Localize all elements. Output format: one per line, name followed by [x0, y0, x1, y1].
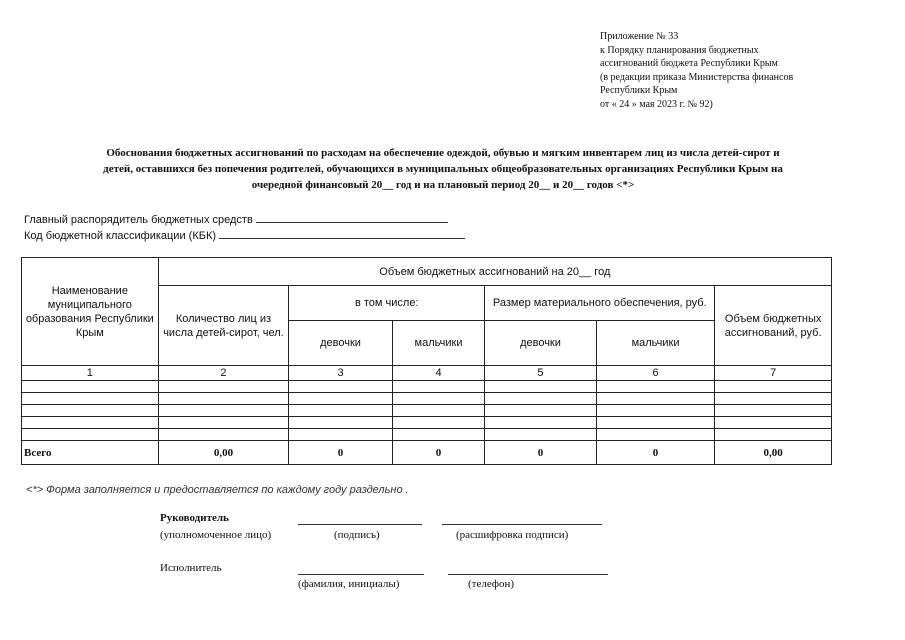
table-cell[interactable] [715, 405, 832, 417]
total-label: Всего [22, 441, 159, 465]
appendix-line: Приложение № 33 [600, 31, 679, 42]
decoding-caption: (расшифровка подписи) [456, 529, 569, 541]
title-line: детей, оставшихся без попечения родителей, обучающихся в муниципальных общеобразовательных организациях Республики Крым на [103, 163, 783, 175]
table-row [22, 381, 832, 393]
appendix-line: к Порядку планирования бюджетных [600, 44, 759, 56]
including-header: в том числе: [289, 286, 485, 321]
appendix-line: ассигнований бюджета Республики Крым [600, 58, 778, 69]
header-fields [24, 212, 465, 244]
table-cell[interactable] [596, 405, 715, 417]
table-cell[interactable] [596, 393, 715, 405]
budget-table [21, 257, 832, 465]
table-cell[interactable] [158, 393, 289, 405]
kbk-label: Код бюджетной классификации (КБК) [24, 230, 217, 242]
signature-caption: (подпись) [334, 529, 380, 541]
manager-blank[interactable] [256, 212, 448, 223]
table-cell[interactable] [289, 405, 393, 417]
group-header: Объем бюджетных ассигнований на 20__ год [158, 258, 831, 286]
head-label: Руководитель [160, 512, 229, 524]
table-cell[interactable] [715, 417, 832, 429]
table-cell[interactable] [289, 429, 393, 441]
kbk-blank[interactable] [219, 228, 465, 239]
total-value: 0 [485, 441, 597, 465]
manager-label: Главный распорядитель бюджетных средств [24, 214, 253, 226]
name-line[interactable] [298, 574, 424, 575]
table-cell[interactable] [22, 381, 159, 393]
total-value: 0 [289, 441, 393, 465]
column-number: 7 [715, 366, 832, 381]
table-cell[interactable] [392, 381, 484, 393]
total-value: 0,00 [715, 441, 832, 465]
total-row [22, 441, 832, 465]
appendix-line: от « 24 » мая 2023 г. № 92) [600, 98, 713, 110]
signature-line[interactable] [298, 524, 422, 525]
phone-line[interactable] [448, 574, 608, 575]
table-cell[interactable] [392, 393, 484, 405]
table-cell[interactable] [158, 405, 289, 417]
title-line: очередной финансовый 20__ год и на плановый период 20__ и 20__ годов <*> [251, 179, 635, 191]
manager-field-row [24, 212, 465, 228]
table-cell[interactable] [485, 405, 597, 417]
footnote: <*> Форма заполняется и предоставляется по каждому году раздельно . [26, 484, 409, 496]
table-cell[interactable] [289, 393, 393, 405]
table-cell[interactable] [392, 417, 484, 429]
kbk-field-row [24, 228, 465, 244]
table-cell[interactable] [596, 417, 715, 429]
column-number: 5 [485, 366, 597, 381]
table-cell[interactable] [596, 381, 715, 393]
appendix-line: Республики Крым [600, 85, 678, 96]
table-cell[interactable] [485, 393, 597, 405]
table-cell[interactable] [485, 381, 597, 393]
table-cell[interactable] [22, 429, 159, 441]
table-cell[interactable] [22, 405, 159, 417]
name-caption: (фамилия, инициалы) [298, 578, 400, 590]
authorized-label: (уполномоченное лицо) [160, 529, 272, 541]
girls-header: девочки [289, 321, 393, 366]
column-number: 6 [596, 366, 715, 381]
table-row [22, 393, 832, 405]
table-cell[interactable] [158, 381, 289, 393]
table-cell[interactable] [22, 417, 159, 429]
boys-header: мальчики [392, 321, 484, 366]
table-cell[interactable] [392, 429, 484, 441]
decoding-line[interactable] [442, 524, 602, 525]
executor-label: Исполнитель [160, 562, 222, 574]
column-number: 4 [392, 366, 484, 381]
table-cell[interactable] [715, 429, 832, 441]
col-count-header: Количество лиц из числа детей-сирот, чел. [158, 286, 289, 366]
table-cell[interactable] [596, 429, 715, 441]
table-cell[interactable] [485, 429, 597, 441]
appendix-block [600, 30, 860, 111]
volume-header: Объем бюджетных ассигнований, руб. [715, 286, 832, 366]
table-cell[interactable] [289, 381, 393, 393]
total-value: 0 [392, 441, 484, 465]
column-number: 2 [158, 366, 289, 381]
table-cell[interactable] [485, 417, 597, 429]
total-value: 0,00 [158, 441, 289, 465]
column-number: 3 [289, 366, 393, 381]
table-row [22, 417, 832, 429]
title-line: Обоснования бюджетных ассигнований по расходам на обеспечение одеждой, обувью и мягким инвентарем лиц из числа детей-сирот и [106, 147, 780, 159]
table-cell[interactable] [715, 381, 832, 393]
table-row [22, 405, 832, 417]
table-cell[interactable] [392, 405, 484, 417]
column-numbers-row [22, 366, 832, 381]
table-cell[interactable] [158, 429, 289, 441]
phone-caption: (телефон) [468, 578, 515, 590]
appendix-line: (в редакции приказа Министерства финансов [600, 71, 794, 83]
total-value: 0 [596, 441, 715, 465]
table-cell[interactable] [715, 393, 832, 405]
girls-material-header: девочки [485, 321, 597, 366]
document-title [18, 145, 868, 193]
col-name-header: Наименование муниципального образования Республики Крым [22, 258, 159, 366]
boys-material-header: мальчики [596, 321, 715, 366]
material-header: Размер материального обеспечения, руб. [485, 286, 715, 321]
table-row [22, 429, 832, 441]
table-cell[interactable] [158, 417, 289, 429]
table-cell[interactable] [22, 393, 159, 405]
column-number: 1 [22, 366, 159, 381]
table-cell[interactable] [289, 417, 393, 429]
